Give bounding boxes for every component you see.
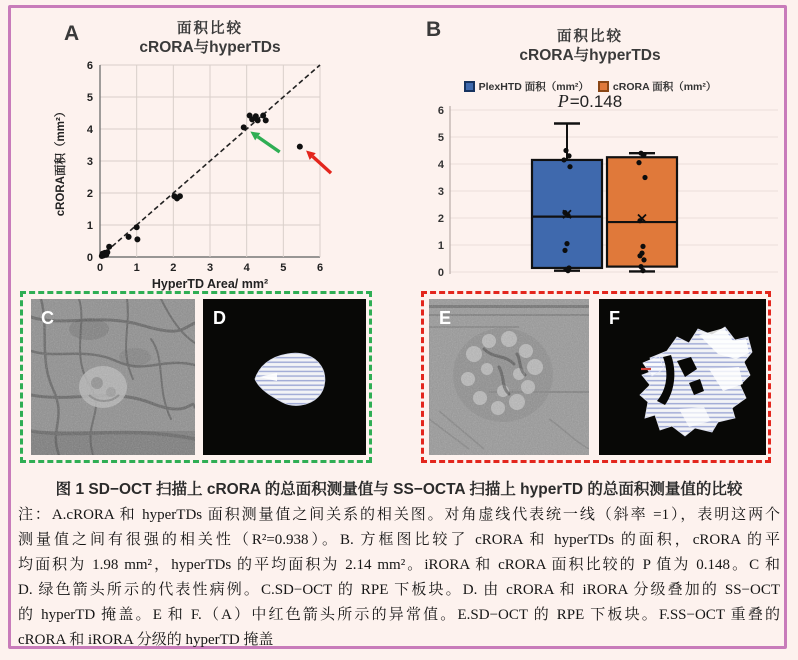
note-line-3: 均面积为 1.98 mm²，hyperTDs 的平均面积为 2.14 mm²。iRORA 和 cRORA 面积比较的 P 值为 0.148。C 和 [18, 557, 780, 573]
panel-e-oct-image [429, 299, 589, 455]
panel-d-mask-image [203, 299, 366, 455]
svg-text:2: 2 [86, 188, 93, 200]
svg-text:0: 0 [86, 252, 93, 264]
svg-text:3: 3 [437, 186, 444, 198]
figure-note [18, 503, 780, 653]
legend-label-plexhtd: PlexHTD 面积（mm²） [478, 81, 589, 93]
scatter-title-line2: cRORA与hyperTDs [139, 39, 281, 57]
svg-text:0: 0 [437, 267, 444, 279]
panel-b-label: B [426, 18, 442, 41]
figure-caption: 图 1 SD−OCT 扫描上 cRORA 的总面积测量值与 SS−OCTA 扫描上 hyperTD 的总面积测量值的比较 [55, 481, 743, 498]
svg-text:6: 6 [316, 262, 324, 274]
legend-label-crora: cRORA 面积（mm²） [612, 81, 717, 93]
boxplot-title [445, 28, 735, 66]
panel-c-label: C [41, 308, 54, 328]
svg-text:2: 2 [437, 213, 444, 225]
p-value-number: =0.148 [569, 92, 623, 111]
svg-text:5: 5 [280, 262, 287, 274]
svg-text:1: 1 [86, 220, 93, 232]
box-plot [430, 104, 782, 286]
svg-text:4: 4 [437, 159, 444, 171]
panel-c-oct-image [31, 299, 195, 455]
panel-f-mask-image [599, 299, 766, 455]
panel-f-label: F [609, 308, 620, 328]
panel-e-label: E [439, 308, 452, 328]
scatter-title-line1: 面积比较 [177, 21, 243, 37]
svg-text:cRORA面积（mm²）: cRORA面积（mm²） [55, 105, 67, 217]
svg-text:2: 2 [170, 262, 177, 274]
svg-text:6: 6 [437, 105, 444, 117]
svg-text:3: 3 [86, 156, 93, 168]
svg-text:HyperTD Area/ mm²: HyperTD Area/ mm² [151, 277, 269, 291]
scatter-title [95, 20, 325, 58]
svg-text:4: 4 [243, 262, 250, 274]
note-line-5: 的 hyperTD 掩盖。E 和 F.（A）中红色箭头所示的异常值。E.SD−OCT 的 RPE 下板块。F.SS−OCT 重叠的 [18, 607, 780, 623]
svg-text:5: 5 [437, 132, 444, 144]
p-value-symbol: P [557, 91, 569, 111]
svg-text:3: 3 [206, 262, 214, 274]
note-line-6: cRORA 和 iRORA 分级的 hyperTD 掩盖 [18, 632, 274, 648]
svg-text:1: 1 [133, 262, 140, 274]
note-line-2: 测量值之间有很强的相关性（R²=0.938）。B. 方框图比较了 cRORA 和 hyperTDs 的面积，cRORA 的平 [18, 532, 780, 548]
boxplot-title-line1: 面积比较 [557, 29, 623, 45]
panel-d-label: D [213, 308, 226, 328]
svg-text:4: 4 [86, 124, 93, 136]
scatter-plot [52, 54, 392, 294]
svg-text:5: 5 [86, 92, 93, 104]
svg-text:6: 6 [86, 60, 93, 72]
note-line-4: D. 绿色箭头所示的代表性病例。C.SD−OCT 的 RPE 下板块。D. 由 cRORA 和 iRORA 分级叠加的 SS−OCT [18, 582, 780, 598]
boxplot-title-line2: cRORA与hyperTDs [519, 47, 661, 65]
svg-text:0: 0 [96, 262, 104, 274]
svg-text:1: 1 [437, 240, 444, 252]
panel-a-label: A [64, 22, 80, 45]
note-line-1: 注：A.cRORA 和 hyperTDs 面积测量值之间关系的相关图。对角虚线代表统一线（斜率 =1），表明这两个 [18, 507, 780, 523]
